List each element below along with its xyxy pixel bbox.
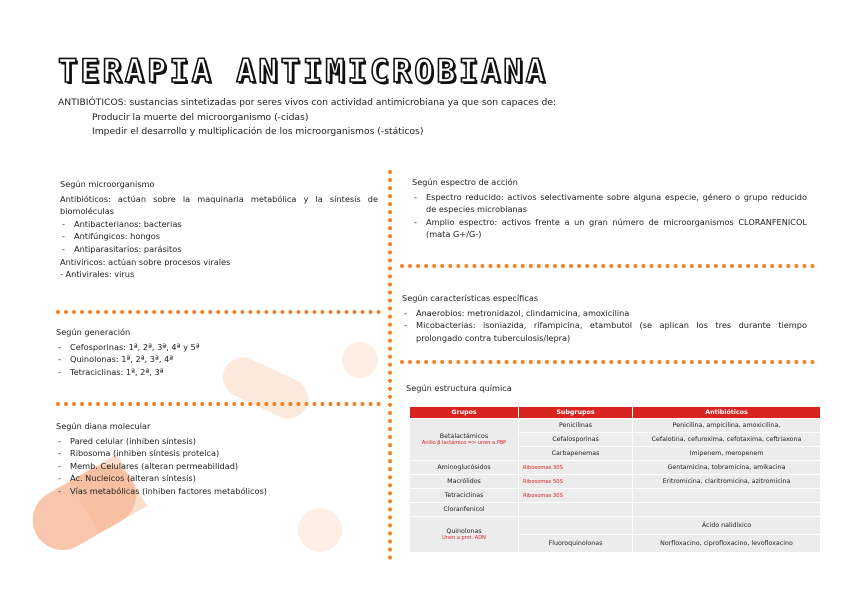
divider	[56, 310, 381, 314]
table-cell	[519, 517, 633, 535]
divider	[56, 402, 381, 406]
table-row	[410, 419, 821, 433]
list-item: - Anaerobios: metronidazol, clindamicina, amoxicilina	[402, 307, 807, 320]
text: Antibióticos: actúan sobre la maquinaria metabólica y la síntesis de biomoléculas	[60, 193, 378, 217]
page-title: TERAPIA ANTIMICROBIANA	[58, 52, 548, 90]
vertical-divider	[388, 170, 392, 560]
list-item: - Espectro reducido: activos selectivamente sobre alguna especie, género o grupo reducido de especies microbianas	[412, 191, 807, 216]
divider	[400, 264, 815, 268]
table-cell: Gentamicina, tobramicina, amikacina	[633, 461, 821, 475]
table-cell: Ribosomas 50S	[519, 475, 633, 489]
table-cell: Ribosomas 30S	[519, 489, 633, 503]
intro	[58, 96, 556, 140]
section-heading: Según microorganismo	[60, 179, 155, 189]
table-cell: Cefalotina, cefuroxima, cefotaxima, ceftriaxona	[633, 433, 821, 447]
table-cell: Eritromicina, claritromicina, azitromicina	[633, 475, 821, 489]
table-cell: Fluoroquinolonas	[519, 535, 633, 553]
section-microorganismo	[60, 178, 378, 281]
intro-line: ANTIBIÓTICOS: sustancias sintetizadas por seres vivos con actividad antimicrobiana ya que son capaces de:	[58, 97, 557, 108]
section-espectro	[412, 176, 807, 241]
section-diana	[56, 420, 376, 498]
table-row	[410, 503, 821, 517]
table-row	[410, 475, 821, 489]
table-cell	[519, 503, 633, 517]
table-row	[410, 489, 821, 503]
antibiotics-table	[409, 406, 821, 553]
group-note: Unen a prot. ADN	[442, 535, 486, 541]
table-cell: Macrólidos	[410, 475, 519, 489]
section-caracteristicas	[402, 292, 807, 344]
list-item: - Micobacterias: isoniazida, rifampicina, etambutol (se aplican los tres durante tiempo prolongado contra tuberculosis/lepra)	[402, 319, 807, 344]
table-cell: Penicilinas	[519, 419, 633, 433]
table-cell: Ácido nalidíxico	[633, 517, 821, 535]
list-item: - Memb. Celulares (alteran permeabilidad)	[56, 460, 376, 473]
list-item: - Antibacterianos: bacterias	[60, 218, 378, 231]
list-item: - Ribosoma (inhiben síntesis proteica)	[56, 447, 376, 460]
text: - Antivirales: virus	[60, 269, 135, 280]
group-name: Betalactámicos	[439, 433, 489, 440]
section-heading: Según características específicas	[402, 293, 539, 303]
table-cell	[410, 419, 519, 461]
table-row	[410, 461, 821, 475]
section-heading: Según generación	[56, 327, 131, 337]
intro-line: Producir la muerte del microorganismo (-cidas)	[92, 111, 309, 123]
list-item: - Vías metabólicas (inhiben factores metabólicos)	[56, 485, 376, 498]
text: Antivíricos: actúan sobre procesos virales	[60, 256, 231, 267]
list-item: - Antifúngicos: hongos	[60, 230, 378, 243]
table-cell: Cloranfenicol	[410, 503, 519, 517]
list-item: - Pared celular (inhiben síntesis)	[56, 435, 376, 448]
table-row	[410, 517, 821, 535]
column-header: Grupos	[410, 407, 519, 419]
table-cell: Imipenem, meropenem	[633, 447, 821, 461]
table-cell	[633, 489, 821, 503]
table-header-row	[410, 407, 821, 419]
section-heading: Según diana molecular	[56, 421, 151, 431]
list-item: - Amplio espectro: activos frente a un gran número de microorganismos CLORANFENICOL (mata G+/G-)	[412, 216, 807, 241]
table-cell: Carbapenemas	[519, 447, 633, 461]
group-note: Anillo β lactámico => unen a PBP	[421, 440, 507, 446]
section-generacion	[56, 326, 376, 378]
table-cell: Aminoglucósidos	[410, 461, 519, 475]
table-cell	[633, 503, 821, 517]
list-item: - Quinolonas: 1ª, 2ª, 3ª, 4ª	[56, 353, 376, 366]
table-cell: Ribosomas 30S	[519, 461, 633, 475]
list-item: - Ác. Nucleicos (alteran síntesis)	[56, 472, 376, 485]
list-item: - Antiparasitarios: parásitos	[60, 243, 378, 256]
section-estructura	[406, 382, 806, 397]
list-item: - Cefosporinas: 1ª, 2ª, 3ª, 4ª y 5ª	[56, 341, 376, 354]
column-header: Subgrupos	[519, 407, 633, 419]
column-header: Antibióticos	[633, 407, 821, 419]
table-cell	[410, 517, 519, 553]
table-cell: Cefalosporinas	[519, 433, 633, 447]
section-heading: Según espectro de acción	[412, 177, 518, 187]
divider	[400, 360, 815, 364]
section-heading: Según estructura química	[406, 383, 512, 393]
table-cell: Tetraciclinas	[410, 489, 519, 503]
group-name: Quinolonas	[446, 528, 482, 535]
table-cell: Norfloxacino, ciprofloxacino, levofloxacino	[633, 535, 821, 553]
intro-line: Impedir el desarrollo y multiplicación de los microorganismos (-státicos)	[92, 126, 424, 137]
list-item: - Tetraciclinas: 1ª, 2ª, 3ª	[56, 366, 376, 379]
table-cell: Penicilina, ampicilina, amoxicilina,	[633, 419, 821, 433]
